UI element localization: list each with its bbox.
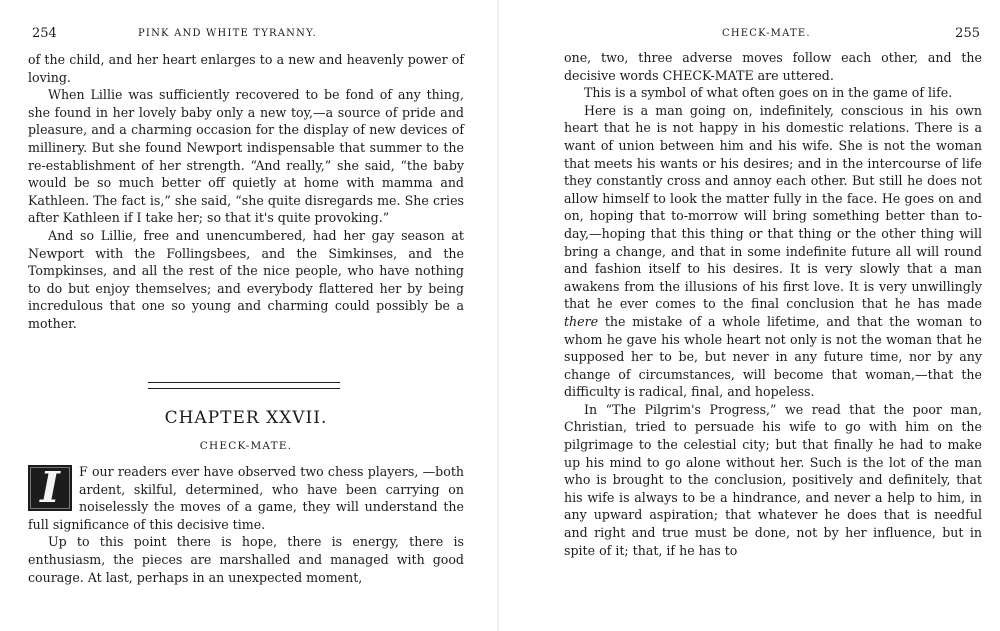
chapter-first-paragraph — [28, 463, 464, 533]
paragraph — [564, 102, 982, 401]
running-head: PINK AND WHITE TYRANNY. — [138, 28, 317, 39]
book-spine — [497, 0, 499, 631]
paragraph: When Lillie was sufficiently recovered to be fond of any thing, she found in her lovely baby only a new toy,—a source of pride and pleasure, and a charming occasion for the display of new devices of millinery. But she found Newport indispensable that summer to the re-establishment of her strength. “And really,” she said, “the baby would be so much better off quietly at home with mamma and Kathleen. The fact is,” she said, “she quite disregards me. She cries after Kathleen if I take her; so that it's quite provoking.” — [28, 87, 464, 226]
paragraph: one, two, three adverse moves follow each other, and the decisive words CHECK-MATE are uttered. — [564, 50, 982, 83]
page-number: 254 — [32, 26, 57, 41]
paragraph: Up to this point there is hope, there is energy, there is enthusiasm, the pieces are marshalled and managed with good courage. At last, perhaps in an unexpected moment, — [28, 534, 464, 585]
running-head: CHECK-MATE. — [722, 28, 811, 39]
paragraph: This is a symbol of what often goes on in the game of life. — [584, 85, 953, 101]
paragraph-text: Here is a man going on, indefinitely, conscious in his own heart that he is not happy in his domestic relations. There is a want of union between him and his wife. She is not the woman that meets his wants or his desires; and in the intercourse of life they constantly cross and annoy each other. But still he does not allow himself to look the matter fully in the face. He goes on and on, hoping that to-morrow will bring something better than to-day,—hoping that this thing or that thing or the other thing will bring a change, and that in some indefinite future all will round and fashion itself to his desires. It is very slowly that a man awakens from the illusions of his first love. It is very unwillingly that he ever comes to the final conclusion that he has made — [564, 102, 982, 312]
chapter-opening-text — [28, 463, 464, 586]
paragraph-text: the mistake of a whole lifetime, and that the woman to whom he gave his whole heart not only is not the woman that he supposed her to be, but never in any future time, nor by any change of circumstances, will become that woman,—that the difficulty is radical, final, and hopeless. — [564, 313, 982, 400]
right-page-header — [564, 26, 982, 42]
chapter-title: CHECK-MATE. — [199, 440, 293, 452]
drop-cap-ornament: I — [28, 465, 72, 511]
left-page-header — [28, 26, 464, 42]
paragraph: of the child, and her heart enlarges to a new and heavenly power of loving. — [28, 52, 464, 85]
page-number: 255 — [955, 26, 980, 41]
chapter-first-paragraph-text: F our readers ever have observed two chess players, —both ardent, skilful, determined, who have been carrying on noiselessly the moves of a game, they will understand the full significance of this decisive time. — [28, 464, 464, 532]
paragraph: And so Lillie, free and unencumbered, had her gay season at Newport with the Follingsbees, and the Simkinses, and the Tompkinses, and all the rest of the nice people, who have nothing to do but enjoy themselves; and everybody flattered her by being incredulous that one so young and charming could possibly be a mother. — [28, 227, 464, 331]
left-page — [28, 0, 464, 631]
right-page — [564, 0, 982, 631]
chapter-divider-rule — [148, 382, 340, 389]
chapter-heading: CHAPTER XXVII. — [164, 408, 328, 428]
left-body-text — [28, 51, 464, 333]
right-body-text — [564, 49, 982, 559]
paragraph: In “The Pilgrim's Progress,” we read that the poor man, Christian, tried to persuade his wife to go with him on the pilgrimage to the celestial city; but that finally he had to make up his mind to go alone without her. Such is the lot of the man who is brought to the conclusion, positively and definitely, that his wife is always to be a hindrance, and never a help to him, in any upward aspiration; that whatever he does that is needful and right and true must be done, not by her influence, but in spite of it; that, if he has to — [564, 401, 982, 558]
italic-word: there — [564, 313, 599, 329]
